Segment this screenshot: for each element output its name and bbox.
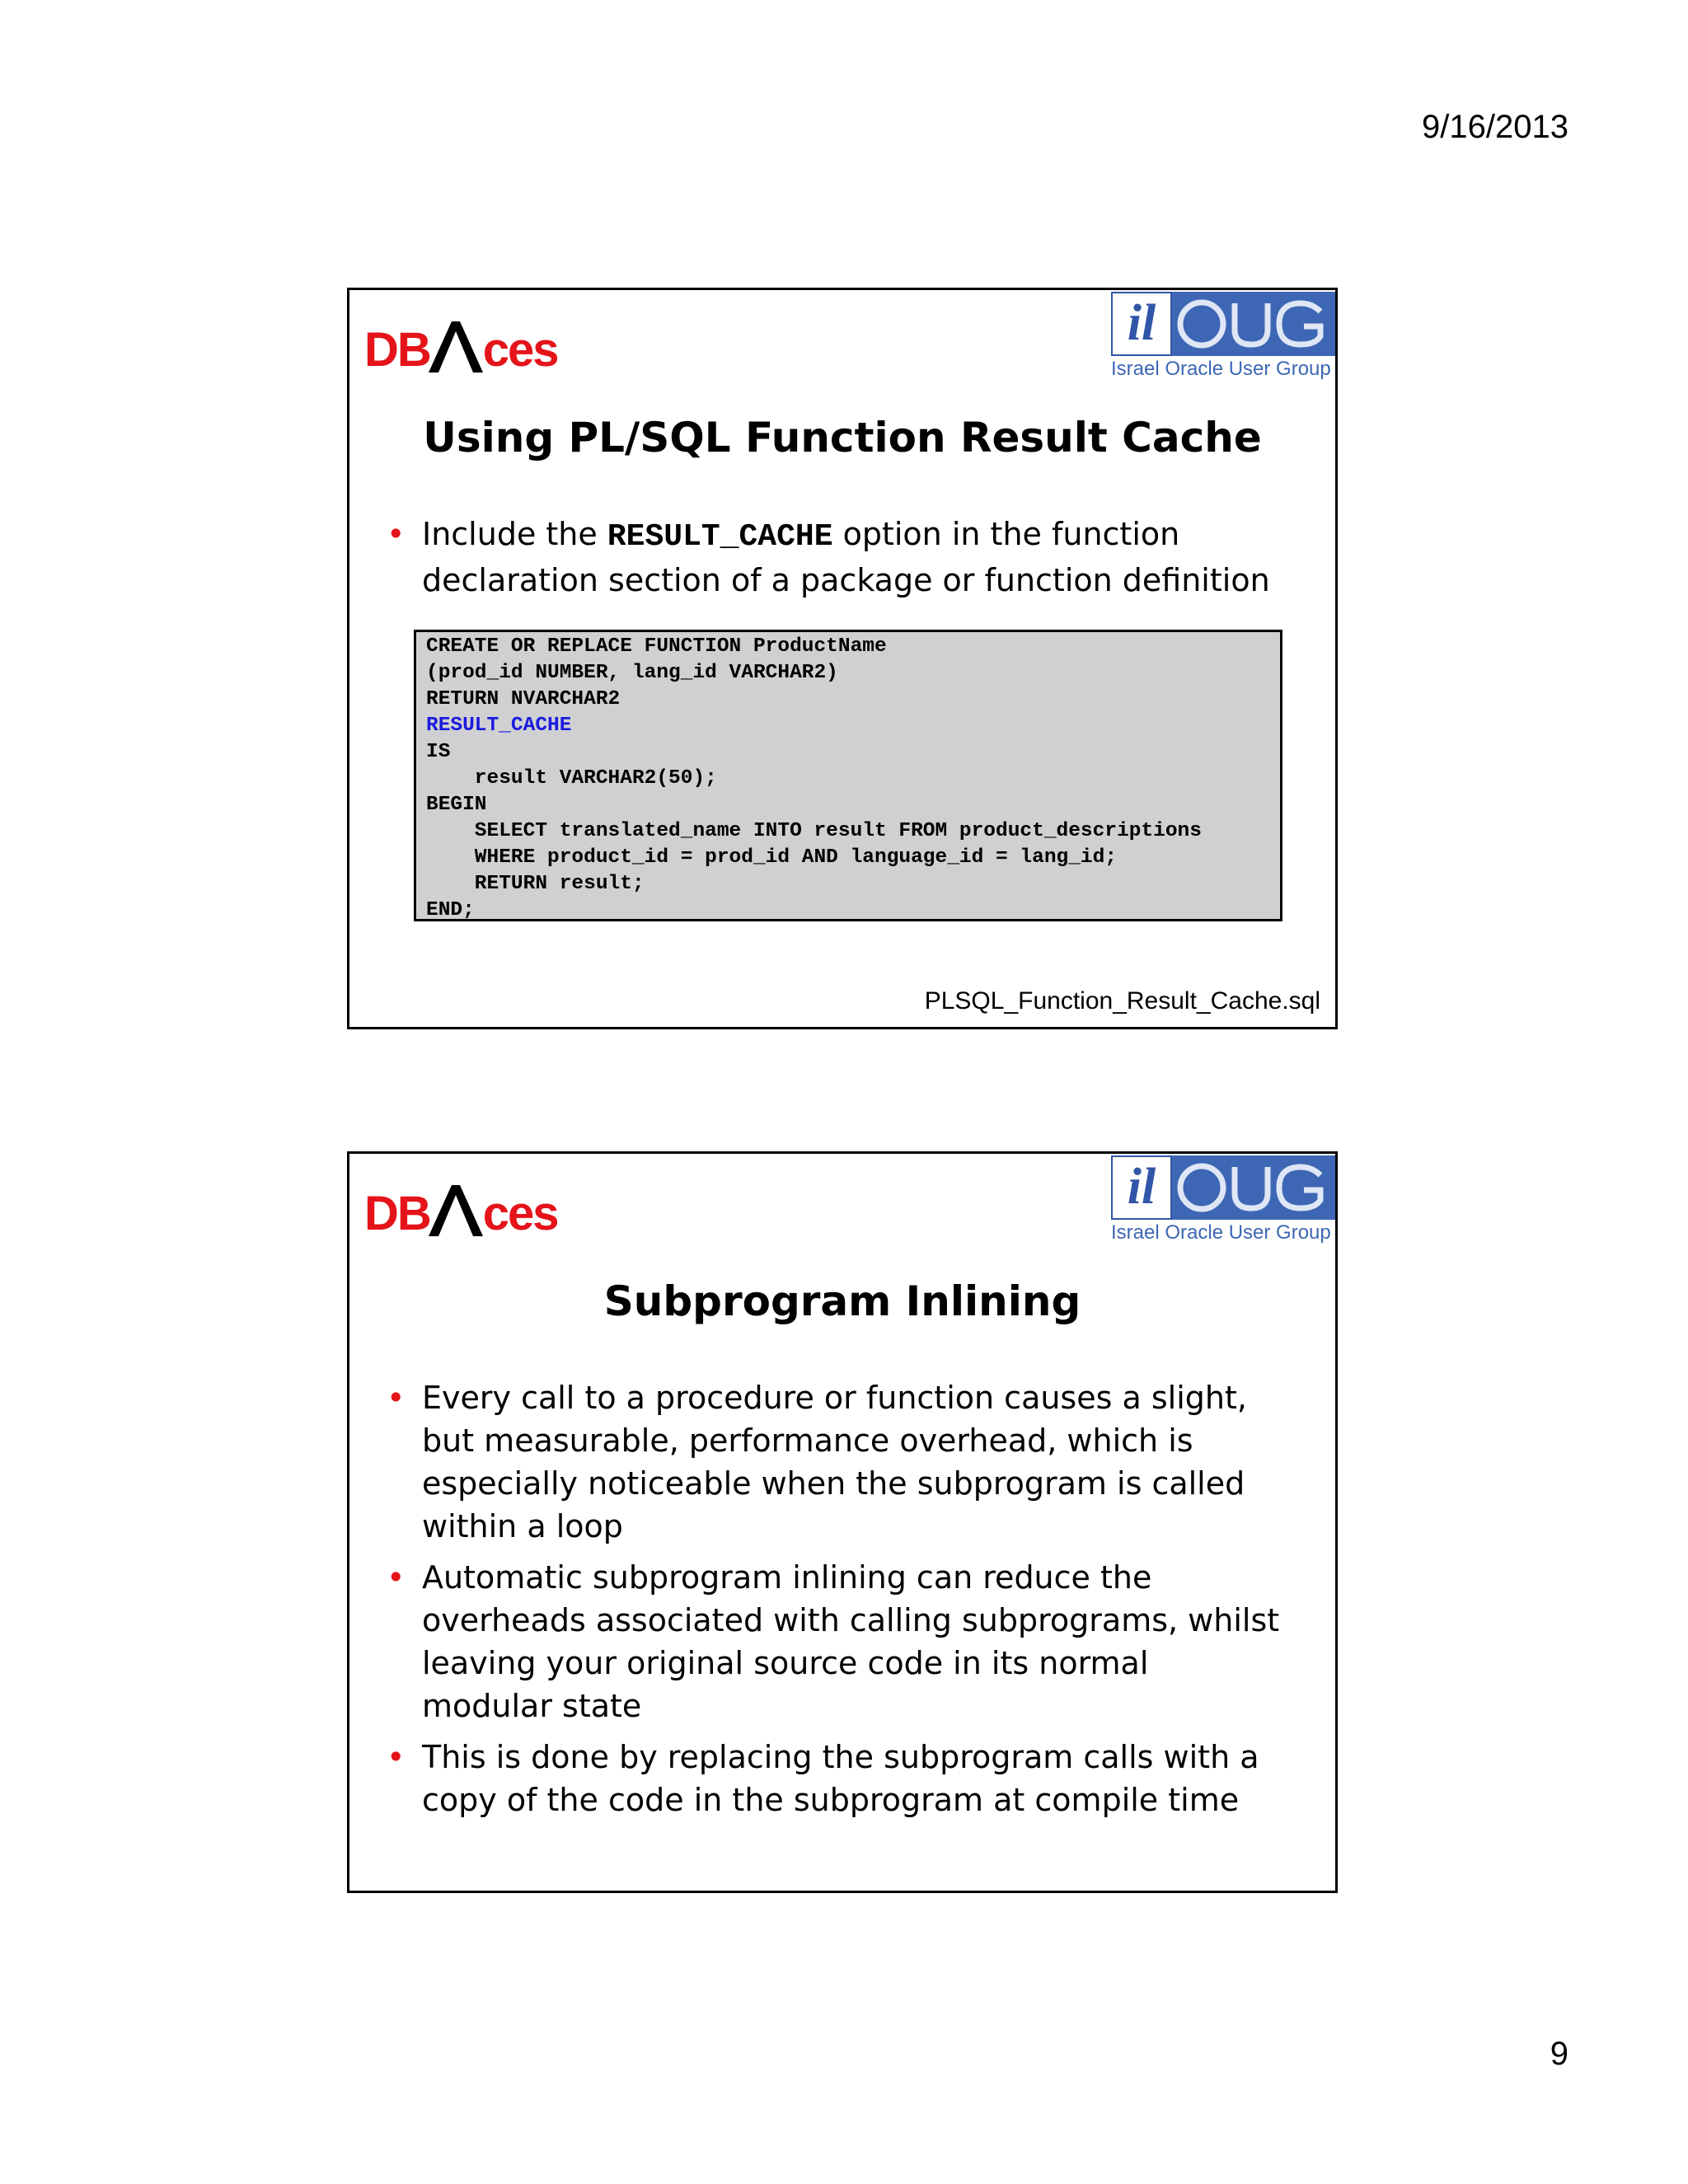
bullet-dot-icon: • bbox=[387, 1739, 406, 1775]
code-line: RETURN result; bbox=[426, 873, 645, 895]
slide-title: Using PL/SQL Function Result Cache bbox=[423, 414, 1262, 462]
bullet-item: • This is done by replacing the subprogram calls with a copy of the code in the subprogram at compile time bbox=[387, 1736, 1286, 1821]
dbaces-a-icon bbox=[427, 320, 485, 374]
iloug-logo bbox=[1111, 292, 1335, 381]
file-caption: PLSQL_Function_Result_Cache.sql bbox=[924, 987, 1320, 1015]
code-line: BEGIN bbox=[426, 794, 487, 816]
code-line: (prod_id NUMBER, lang_id VARCHAR2) bbox=[426, 662, 838, 684]
iloug-oug-mark bbox=[1172, 292, 1335, 356]
slide-title: Subprogram Inlining bbox=[603, 1277, 1081, 1325]
bullet-item: • Include the RESULT_CACHE option in the function declaration section of a package or function definition bbox=[387, 513, 1286, 602]
bullet-dot-icon: • bbox=[387, 1559, 406, 1596]
bullet-dot-icon: • bbox=[387, 1380, 406, 1416]
dbaces-logo: DB ces bbox=[364, 300, 558, 374]
code-line: RETURN NVARCHAR2 bbox=[426, 688, 621, 710]
iloug-caption: Israel Oracle User Group bbox=[1111, 358, 1331, 380]
oug-letters-icon bbox=[1175, 297, 1332, 351]
inline-code: RESULT_CACHE bbox=[607, 519, 833, 555]
code-line: CREATE OR REPLACE FUNCTION ProductName bbox=[426, 635, 887, 658]
code-line-highlight: RESULT_CACHE bbox=[426, 715, 572, 737]
bullet-item: • Automatic subprogram inlining can reduce the overheads associated with calling subprograms, whilst leaving your original source code in its normal modular state bbox=[387, 1556, 1286, 1727]
dbaces-logo: DB ces bbox=[364, 1164, 558, 1238]
code-line: IS bbox=[426, 741, 451, 763]
page-date: 9/16/2013 bbox=[1422, 109, 1568, 145]
slide-subprogram-inlining bbox=[347, 1151, 1338, 1893]
code-block bbox=[414, 630, 1282, 921]
iloug-il-mark: il bbox=[1111, 292, 1172, 356]
page-number: 9 bbox=[1550, 2036, 1568, 2072]
code-line: result VARCHAR2(50); bbox=[426, 767, 717, 790]
bullet-item: • Every call to a procedure or function causes a slight, but measurable, performance overhead, which is especially noticeable when the subprogram is called within a loop bbox=[387, 1376, 1286, 1548]
slide-result-cache bbox=[347, 288, 1338, 1029]
code-line: WHERE product_id = prod_id AND language_id = lang_id; bbox=[426, 846, 1118, 869]
iloug-il-mark: il bbox=[1111, 1155, 1172, 1220]
dbaces-a-icon bbox=[427, 1183, 485, 1238]
bullet-list bbox=[387, 513, 1286, 610]
iloug-caption: Israel Oracle User Group bbox=[1111, 1221, 1331, 1244]
code-line: SELECT translated_name INTO result FROM product_descriptions bbox=[426, 820, 1202, 842]
iloug-logo bbox=[1111, 1155, 1335, 1244]
iloug-oug-mark bbox=[1172, 1155, 1335, 1220]
code-line: END; bbox=[426, 899, 475, 921]
bullet-dot-icon: • bbox=[387, 516, 406, 552]
bullet-list bbox=[387, 1376, 1286, 1830]
oug-letters-icon bbox=[1175, 1160, 1332, 1215]
